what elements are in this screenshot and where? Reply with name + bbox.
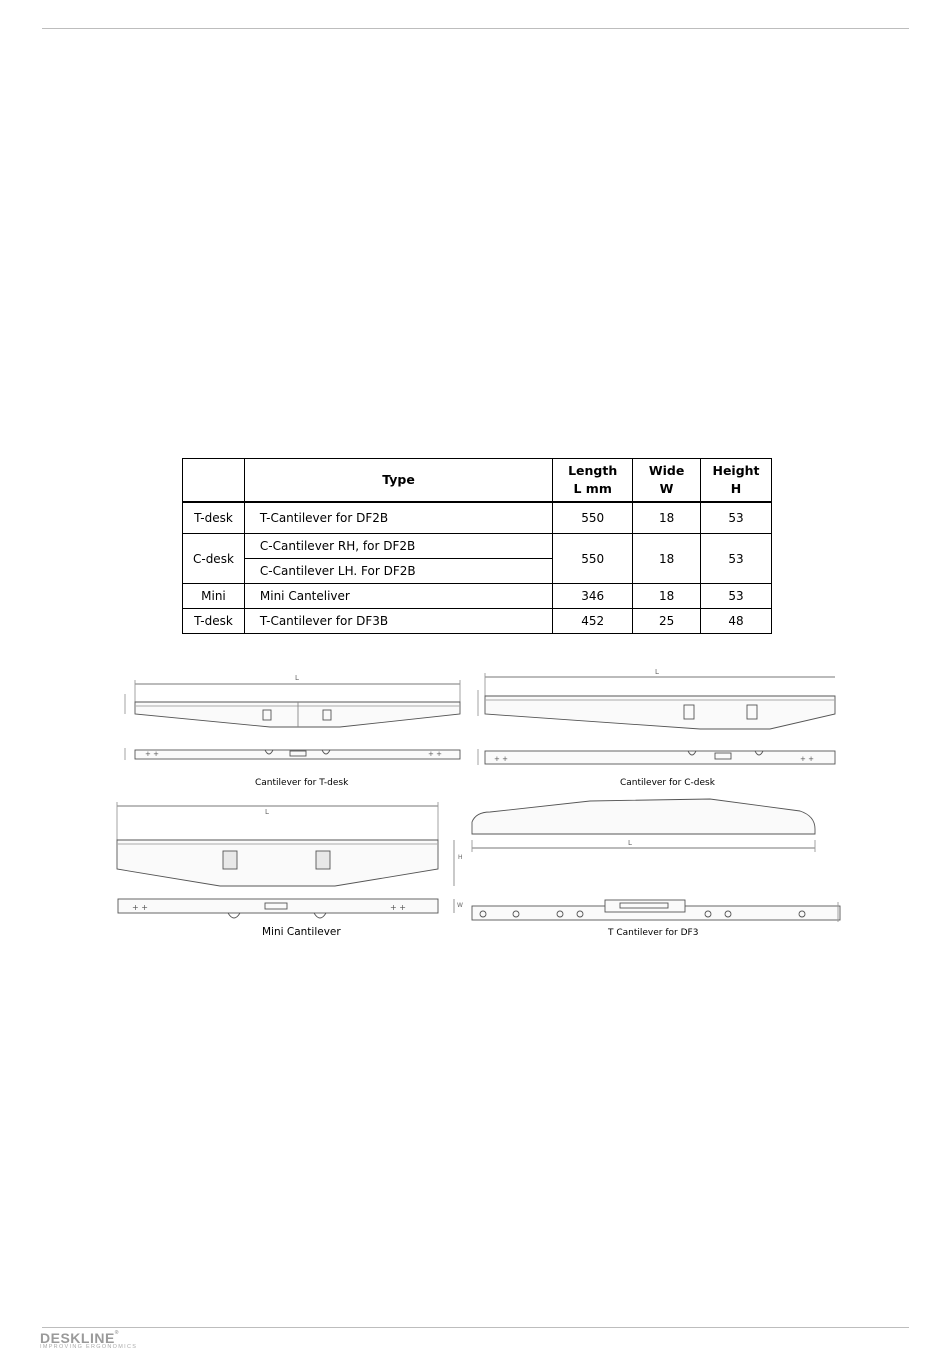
brand-trademark: ® bbox=[114, 1330, 119, 1336]
table-header-row bbox=[183, 459, 772, 503]
cantilever-spec-table bbox=[182, 458, 772, 634]
length-cell: 550 bbox=[553, 534, 633, 584]
length-cell: 346 bbox=[553, 584, 633, 609]
svg-text:+ +: + + bbox=[145, 750, 159, 758]
table-row bbox=[183, 609, 772, 634]
type-cell: T-Cantilever for DF3B bbox=[244, 609, 552, 634]
desk-cell: C-desk bbox=[183, 534, 245, 584]
wide-cell: 18 bbox=[633, 534, 701, 584]
dim-height-label: H bbox=[458, 854, 463, 861]
footer-rule bbox=[42, 1327, 909, 1328]
header-length: Length L mm bbox=[553, 459, 633, 503]
type-cell: Mini Canteliver bbox=[244, 584, 552, 609]
height-cell: 53 bbox=[701, 584, 772, 609]
header-blank bbox=[183, 459, 245, 503]
dim-length-label: L bbox=[265, 808, 269, 816]
svg-text:+ +: + + bbox=[428, 750, 442, 758]
svg-text:+ +: + + bbox=[390, 903, 406, 912]
desk-cell: T-desk bbox=[183, 502, 245, 534]
table-row bbox=[183, 534, 772, 559]
desk-cell: Mini bbox=[183, 584, 245, 609]
t-desk-drawing bbox=[125, 680, 460, 760]
dim-length-label: L bbox=[295, 674, 299, 682]
svg-text:+ +: + + bbox=[800, 755, 814, 763]
deskline-logo bbox=[40, 1330, 137, 1350]
header-wide: Wide W bbox=[633, 459, 701, 503]
length-cell: 452 bbox=[553, 609, 633, 634]
caption-mini: Mini Cantilever bbox=[262, 926, 341, 938]
type-cell: C-Cantilever RH, for DF2B bbox=[244, 534, 552, 559]
caption-df3: T Cantilever for DF3 bbox=[608, 928, 699, 938]
type-cell: C-Cantilever LH. For DF2B bbox=[244, 559, 552, 584]
dim-length-label: L bbox=[655, 668, 659, 676]
brand-name: DESKLINE bbox=[40, 1330, 115, 1346]
wide-cell: 25 bbox=[633, 609, 701, 634]
df3-drawing bbox=[472, 799, 840, 922]
table-row bbox=[183, 584, 772, 609]
height-cell: 53 bbox=[701, 534, 772, 584]
technical-drawings bbox=[110, 664, 845, 944]
dim-width-label: W bbox=[457, 902, 463, 909]
drawings-svg bbox=[110, 664, 845, 944]
table-row bbox=[183, 502, 772, 534]
desk-cell: T-desk bbox=[183, 609, 245, 634]
svg-text:+ +: + + bbox=[132, 903, 148, 912]
dim-length-label: L bbox=[628, 839, 632, 847]
svg-text:+ +: + + bbox=[494, 755, 508, 763]
c-desk-drawing bbox=[478, 673, 835, 765]
caption-c-desk: Cantilever for C-desk bbox=[620, 778, 715, 788]
header-type: Type bbox=[244, 459, 552, 503]
header-rule bbox=[42, 28, 909, 29]
height-cell: 53 bbox=[701, 502, 772, 534]
wide-cell: 18 bbox=[633, 502, 701, 534]
wide-cell: 18 bbox=[633, 584, 701, 609]
header-height: Height H bbox=[701, 459, 772, 503]
length-cell: 550 bbox=[553, 502, 633, 534]
mini-drawing bbox=[117, 802, 454, 918]
caption-t-desk: Cantilever for T-desk bbox=[255, 778, 349, 788]
brand-tagline: IMPROVING ERGONOMICS bbox=[40, 1344, 138, 1350]
type-cell: T-Cantilever for DF2B bbox=[244, 502, 552, 534]
height-cell: 48 bbox=[701, 609, 772, 634]
